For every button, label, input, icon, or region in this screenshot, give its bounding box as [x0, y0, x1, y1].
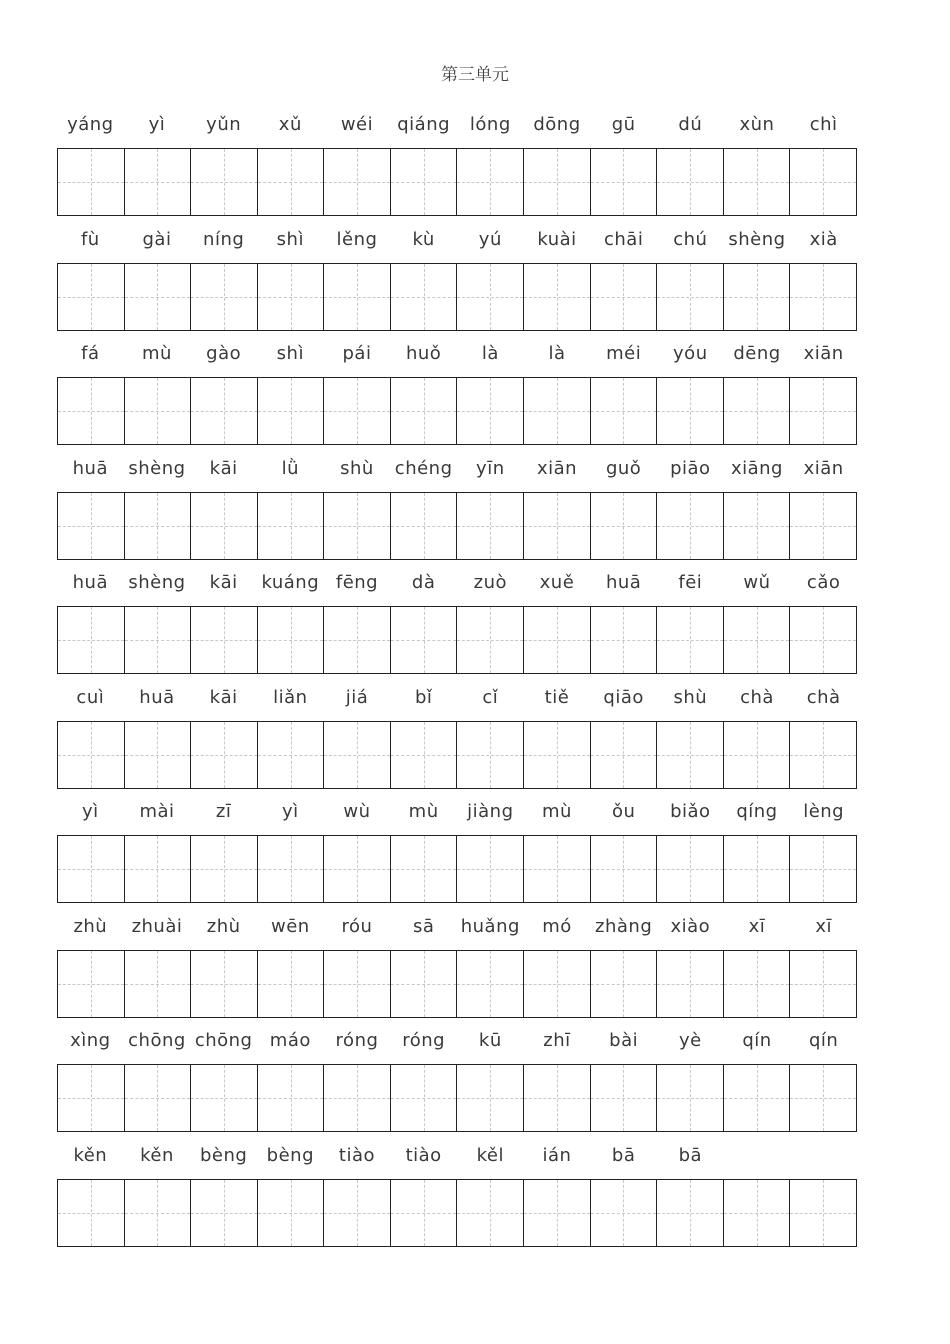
- tian-zi-cell[interactable]: [58, 607, 125, 673]
- pinyin-label: là: [548, 343, 566, 364]
- tian-zi-cell[interactable]: [524, 722, 591, 788]
- tian-zi-cell[interactable]: [391, 722, 458, 788]
- pinyin-label: róng: [402, 1030, 446, 1051]
- pinyin-label: sā: [412, 915, 435, 937]
- tian-zi-cell[interactable]: [790, 951, 856, 1017]
- pinyin-label: jiá: [345, 686, 369, 708]
- practice-row: [57, 1030, 857, 1060]
- pinyin-label: dà: [411, 572, 436, 593]
- tian-zi-cell[interactable]: [457, 1180, 524, 1246]
- pinyin-label: xiān: [803, 343, 844, 364]
- pinyin-line: [57, 458, 857, 488]
- pinyin-label: shì: [276, 343, 304, 364]
- pinyin-line: [57, 1030, 857, 1060]
- tian-zi-cell[interactable]: [125, 951, 192, 1017]
- tian-zi-cell[interactable]: [258, 1180, 325, 1246]
- tian-zi-cell[interactable]: [524, 951, 591, 1017]
- tian-zi-cell[interactable]: [524, 149, 591, 215]
- tian-zi-cell[interactable]: [191, 722, 258, 788]
- pinyin-label: kū: [478, 1030, 502, 1051]
- tian-zi-cell[interactable]: [324, 264, 391, 330]
- pinyin-line: [57, 114, 857, 144]
- tian-zi-cell[interactable]: [324, 722, 391, 788]
- pinyin-label: cuì: [76, 686, 105, 708]
- pinyin-label: kuài: [537, 228, 577, 250]
- pinyin-label: yīn: [476, 457, 505, 479]
- pinyin-label: qíng: [736, 801, 778, 822]
- pinyin-label: yì: [82, 801, 99, 822]
- tian-zi-cell[interactable]: [191, 1065, 258, 1131]
- pinyin-label: chōng: [194, 1030, 253, 1051]
- pinyin-label: xiāng: [730, 457, 783, 479]
- pinyin-label: jiàng: [467, 801, 514, 822]
- pinyin-label: cǎo: [806, 572, 841, 593]
- tian-zi-cell[interactable]: [724, 264, 791, 330]
- tian-zi-cell[interactable]: [391, 607, 458, 673]
- tian-zi-cell[interactable]: [591, 149, 658, 215]
- tian-zi-cell[interactable]: [790, 836, 856, 902]
- tian-zi-cell[interactable]: [591, 493, 658, 559]
- tian-zi-cell[interactable]: [524, 264, 591, 330]
- writing-grid: [57, 377, 857, 445]
- pinyin-label: kāi: [209, 686, 238, 708]
- tian-zi-cell[interactable]: [457, 149, 524, 215]
- tian-zi-cell[interactable]: [324, 493, 391, 559]
- pinyin-label: kěn: [140, 1144, 174, 1166]
- tian-zi-cell[interactable]: [524, 1180, 591, 1246]
- tian-zi-cell[interactable]: [324, 951, 391, 1017]
- tian-zi-cell[interactable]: [657, 264, 724, 330]
- writing-grid: [57, 950, 857, 1018]
- tian-zi-cell[interactable]: [258, 836, 325, 902]
- tian-zi-cell[interactable]: [258, 149, 325, 215]
- tian-zi-cell[interactable]: [391, 149, 458, 215]
- practice-row: [57, 343, 857, 373]
- pinyin-label: fēng: [335, 572, 379, 593]
- pinyin-label: fá: [81, 343, 100, 364]
- tian-zi-cell[interactable]: [591, 264, 658, 330]
- pinyin-label: cǐ: [482, 686, 499, 708]
- pinyin-label: mù: [542, 801, 572, 822]
- tian-zi-cell[interactable]: [191, 378, 258, 444]
- pinyin-label: dōng: [533, 114, 581, 135]
- tian-zi-cell[interactable]: [724, 493, 791, 559]
- writing-grid: [57, 148, 857, 216]
- tian-zi-cell[interactable]: [125, 836, 192, 902]
- pinyin-label: mù: [408, 801, 439, 822]
- pinyin-label: yáng: [67, 114, 114, 135]
- tian-zi-cell[interactable]: [790, 264, 856, 330]
- pinyin-line: [57, 801, 857, 831]
- tian-zi-cell[interactable]: [258, 722, 325, 788]
- pinyin-label: chāi: [603, 228, 644, 250]
- pinyin-label: chà: [740, 686, 774, 708]
- pinyin-label: huā: [139, 686, 175, 708]
- tian-zi-cell[interactable]: [657, 722, 724, 788]
- tian-zi-cell[interactable]: [391, 493, 458, 559]
- pinyin-label: huā: [72, 457, 108, 479]
- pinyin-label: bài: [609, 1030, 639, 1051]
- tian-zi-cell[interactable]: [724, 1065, 791, 1131]
- pinyin-label: róng: [335, 1030, 379, 1051]
- tian-zi-cell[interactable]: [258, 264, 325, 330]
- tian-zi-cell[interactable]: [391, 1065, 458, 1131]
- pinyin-label: ián: [542, 1144, 572, 1166]
- tian-zi-cell[interactable]: [657, 493, 724, 559]
- tian-zi-cell[interactable]: [125, 493, 192, 559]
- pinyin-label: xìng: [70, 1030, 111, 1051]
- pinyin-label: níng: [203, 228, 245, 250]
- pinyin-label: tiě: [544, 686, 570, 708]
- tian-zi-cell[interactable]: [790, 1065, 856, 1131]
- tian-zi-cell[interactable]: [524, 493, 591, 559]
- tian-zi-cell[interactable]: [457, 378, 524, 444]
- pinyin-line: [57, 572, 857, 602]
- tian-zi-cell[interactable]: [391, 1180, 458, 1246]
- tian-zi-cell[interactable]: [258, 951, 325, 1017]
- writing-grid: [57, 835, 857, 903]
- tian-zi-cell[interactable]: [191, 1180, 258, 1246]
- tian-zi-cell[interactable]: [58, 722, 125, 788]
- tian-zi-cell[interactable]: [724, 722, 791, 788]
- writing-grid: [57, 263, 857, 331]
- tian-zi-cell[interactable]: [657, 951, 724, 1017]
- tian-zi-cell[interactable]: [191, 493, 258, 559]
- pinyin-label: wēn: [270, 915, 310, 937]
- pinyin-label: bā: [678, 1144, 703, 1166]
- pinyin-label: qín: [742, 1030, 772, 1051]
- tian-zi-cell[interactable]: [724, 951, 791, 1017]
- pinyin-label: huā: [605, 572, 642, 593]
- tian-zi-cell[interactable]: [324, 1180, 391, 1246]
- pinyin-label: yóu: [673, 343, 708, 364]
- pinyin-label: zhù: [73, 915, 108, 937]
- tian-zi-cell[interactable]: [58, 836, 125, 902]
- pinyin-label: dēng: [733, 343, 781, 364]
- tian-zi-cell[interactable]: [457, 951, 524, 1017]
- pinyin-label: máo: [269, 1030, 311, 1051]
- pinyin-label: huā: [72, 572, 108, 593]
- tian-zi-cell[interactable]: [591, 836, 658, 902]
- pinyin-label: yú: [478, 228, 502, 250]
- tian-zi-cell[interactable]: [58, 1180, 125, 1246]
- tian-zi-cell[interactable]: [724, 607, 791, 673]
- writing-grid: [57, 492, 857, 560]
- writing-grid: [57, 1179, 857, 1247]
- tian-zi-cell[interactable]: [457, 1065, 524, 1131]
- tian-zi-cell[interactable]: [657, 1065, 724, 1131]
- tian-zi-cell[interactable]: [125, 607, 192, 673]
- practice-row: [57, 916, 857, 946]
- pinyin-label: ǒu: [611, 801, 636, 822]
- pinyin-line: [57, 687, 857, 717]
- practice-row: [57, 687, 857, 717]
- tian-zi-cell[interactable]: [790, 493, 856, 559]
- pinyin-line: [57, 916, 857, 946]
- pinyin-label: yè: [678, 1030, 702, 1051]
- tian-zi-cell[interactable]: [657, 836, 724, 902]
- tian-zi-cell[interactable]: [191, 836, 258, 902]
- tian-zi-cell[interactable]: [457, 493, 524, 559]
- tian-zi-cell[interactable]: [724, 378, 791, 444]
- pinyin-label: zhàng: [595, 915, 653, 937]
- writing-grid: [57, 721, 857, 789]
- pinyin-label: chì: [809, 114, 838, 135]
- pinyin-line: [57, 229, 857, 259]
- tian-zi-cell[interactable]: [457, 607, 524, 673]
- pinyin-label: zhuài: [131, 915, 183, 937]
- pinyin-line: [57, 1145, 857, 1175]
- tian-zi-cell[interactable]: [524, 607, 591, 673]
- pinyin-label: qiāo: [603, 686, 644, 708]
- pinyin-label: dú: [678, 114, 703, 135]
- tian-zi-cell[interactable]: [591, 951, 658, 1017]
- tian-zi-cell[interactable]: [258, 493, 325, 559]
- pinyin-label: lèng: [803, 801, 845, 822]
- pinyin-label: mó: [542, 915, 572, 937]
- pinyin-label: bèng: [199, 1144, 248, 1166]
- pinyin-label: chà: [806, 686, 841, 708]
- pinyin-label: shù: [340, 457, 374, 479]
- pinyin-label: xī: [748, 915, 766, 937]
- pinyin-label: méi: [606, 343, 642, 364]
- pinyin-label: róu: [341, 915, 373, 937]
- pinyin-label: gū: [611, 114, 636, 135]
- tian-zi-cell[interactable]: [657, 1180, 724, 1246]
- tian-zi-cell[interactable]: [58, 493, 125, 559]
- practice-row: [57, 801, 857, 831]
- tian-zi-cell[interactable]: [591, 722, 658, 788]
- pinyin-label: mài: [139, 801, 175, 822]
- tian-zi-cell[interactable]: [125, 1065, 192, 1131]
- tian-zi-cell[interactable]: [790, 149, 856, 215]
- pinyin-label: yì: [148, 114, 166, 135]
- tian-zi-cell[interactable]: [258, 378, 325, 444]
- tian-zi-cell[interactable]: [58, 149, 125, 215]
- pinyin-label: zhù: [206, 915, 241, 937]
- tian-zi-cell[interactable]: [324, 1065, 391, 1131]
- writing-grid: [57, 606, 857, 674]
- tian-zi-cell[interactable]: [58, 951, 125, 1017]
- pinyin-label: bèng: [266, 1144, 314, 1166]
- tian-zi-cell[interactable]: [591, 1180, 658, 1246]
- pinyin-line: [57, 343, 857, 373]
- pinyin-label: wù: [343, 801, 371, 822]
- pinyin-label: wéi: [340, 114, 374, 135]
- tian-zi-cell[interactable]: [324, 149, 391, 215]
- pinyin-label: guǒ: [605, 457, 642, 479]
- pinyin-label: xiān: [803, 457, 844, 479]
- tian-zi-cell[interactable]: [524, 1065, 591, 1131]
- tian-zi-cell[interactable]: [125, 1180, 192, 1246]
- pinyin-label: kuáng: [261, 572, 320, 593]
- tian-zi-cell[interactable]: [324, 378, 391, 444]
- pinyin-label: tiào: [338, 1144, 376, 1166]
- pinyin-label: piāo: [670, 457, 711, 479]
- tian-zi-cell[interactable]: [457, 264, 524, 330]
- tian-zi-cell[interactable]: [657, 378, 724, 444]
- tian-zi-cell[interactable]: [125, 378, 192, 444]
- tian-zi-cell[interactable]: [790, 607, 856, 673]
- pinyin-label: chōng: [128, 1030, 186, 1051]
- pinyin-label: shèng: [728, 228, 786, 250]
- tian-zi-cell[interactable]: [391, 836, 458, 902]
- tian-zi-cell[interactable]: [191, 149, 258, 215]
- pinyin-label: huǎng: [460, 915, 520, 937]
- pinyin-label: gài: [142, 228, 172, 250]
- pinyin-label: lǜ: [281, 457, 300, 479]
- tian-zi-cell[interactable]: [125, 149, 192, 215]
- pinyin-label: huǒ: [405, 343, 442, 364]
- pinyin-label: xiān: [536, 457, 578, 479]
- pinyin-label: bǐ: [414, 686, 433, 708]
- pinyin-label: mù: [142, 343, 172, 364]
- tian-zi-cell[interactable]: [58, 1065, 125, 1131]
- practice-row: [57, 229, 857, 259]
- tian-zi-cell[interactable]: [591, 378, 658, 444]
- pinyin-label: xī: [815, 915, 832, 937]
- tian-zi-cell[interactable]: [58, 264, 125, 330]
- tian-zi-cell[interactable]: [591, 1065, 658, 1131]
- tian-zi-cell[interactable]: [125, 722, 192, 788]
- practice-row: [57, 572, 857, 602]
- tian-zi-cell[interactable]: [391, 378, 458, 444]
- writing-grid: [57, 1064, 857, 1132]
- tian-zi-cell[interactable]: [790, 378, 856, 444]
- pinyin-label: biǎo: [670, 801, 711, 822]
- pinyin-label: kāi: [209, 572, 238, 593]
- tian-zi-cell[interactable]: [657, 607, 724, 673]
- tian-zi-cell[interactable]: [657, 149, 724, 215]
- tian-zi-cell[interactable]: [324, 836, 391, 902]
- tian-zi-cell[interactable]: [191, 951, 258, 1017]
- tian-zi-cell[interactable]: [790, 722, 856, 788]
- pinyin-label: fēi: [678, 572, 703, 593]
- practice-row: [57, 1145, 857, 1175]
- pinyin-label: kěn: [73, 1144, 108, 1166]
- practice-row: [57, 458, 857, 488]
- pinyin-label: yì: [282, 801, 299, 822]
- pinyin-label: zuò: [473, 572, 508, 593]
- tian-zi-cell[interactable]: [790, 1180, 856, 1246]
- pinyin-label: kù: [412, 228, 435, 250]
- tian-zi-cell[interactable]: [457, 722, 524, 788]
- pinyin-label: là: [481, 343, 499, 364]
- tian-zi-cell[interactable]: [258, 1065, 325, 1131]
- pinyin-label: zī: [215, 801, 232, 822]
- pinyin-label: chéng: [394, 457, 453, 479]
- tian-zi-cell[interactable]: [191, 607, 258, 673]
- pinyin-label: gào: [206, 343, 242, 364]
- pinyin-label: wǔ: [743, 572, 771, 593]
- pinyin-label: fù: [80, 228, 100, 250]
- tian-zi-cell[interactable]: [125, 264, 192, 330]
- tian-zi-cell[interactable]: [724, 836, 791, 902]
- pinyin-label: xià: [809, 228, 838, 250]
- pinyin-label: xiào: [670, 915, 711, 937]
- pinyin-label: shù: [673, 686, 708, 708]
- tian-zi-cell[interactable]: [191, 264, 258, 330]
- pinyin-label: zhī: [543, 1030, 571, 1051]
- tian-zi-cell[interactable]: [58, 378, 125, 444]
- tian-zi-cell[interactable]: [258, 607, 325, 673]
- tian-zi-cell[interactable]: [391, 951, 458, 1017]
- tian-zi-cell[interactable]: [391, 264, 458, 330]
- pinyin-label: xuě: [539, 572, 575, 593]
- pinyin-label: shì: [276, 228, 304, 250]
- pinyin-label: shèng: [128, 457, 186, 479]
- tian-zi-cell[interactable]: [324, 607, 391, 673]
- tian-zi-cell[interactable]: [524, 378, 591, 444]
- practice-row: [57, 114, 857, 144]
- pinyin-label: xùn: [739, 114, 775, 135]
- pinyin-label: pái: [342, 343, 372, 364]
- page-title: 第三单元: [441, 65, 509, 85]
- pinyin-label: qiáng: [397, 114, 451, 135]
- pinyin-label: chú: [673, 228, 708, 250]
- tian-zi-cell[interactable]: [524, 836, 591, 902]
- pinyin-label: lóng: [469, 114, 511, 135]
- pinyin-label: tiào: [405, 1144, 442, 1166]
- tian-zi-cell[interactable]: [724, 1180, 791, 1246]
- pinyin-label: shèng: [128, 572, 186, 593]
- pinyin-label: lěng: [336, 228, 378, 250]
- pinyin-label: yǔn: [206, 114, 242, 135]
- pinyin-label: kāi: [209, 457, 238, 479]
- tian-zi-cell[interactable]: [724, 149, 791, 215]
- tian-zi-cell[interactable]: [457, 836, 524, 902]
- pinyin-label: qín: [808, 1030, 839, 1051]
- pinyin-label: bā: [611, 1144, 636, 1166]
- tian-zi-cell[interactable]: [591, 607, 658, 673]
- pinyin-label: kěl: [476, 1144, 504, 1166]
- pinyin-label: liǎn: [273, 686, 308, 708]
- pinyin-label: xǔ: [278, 114, 302, 135]
